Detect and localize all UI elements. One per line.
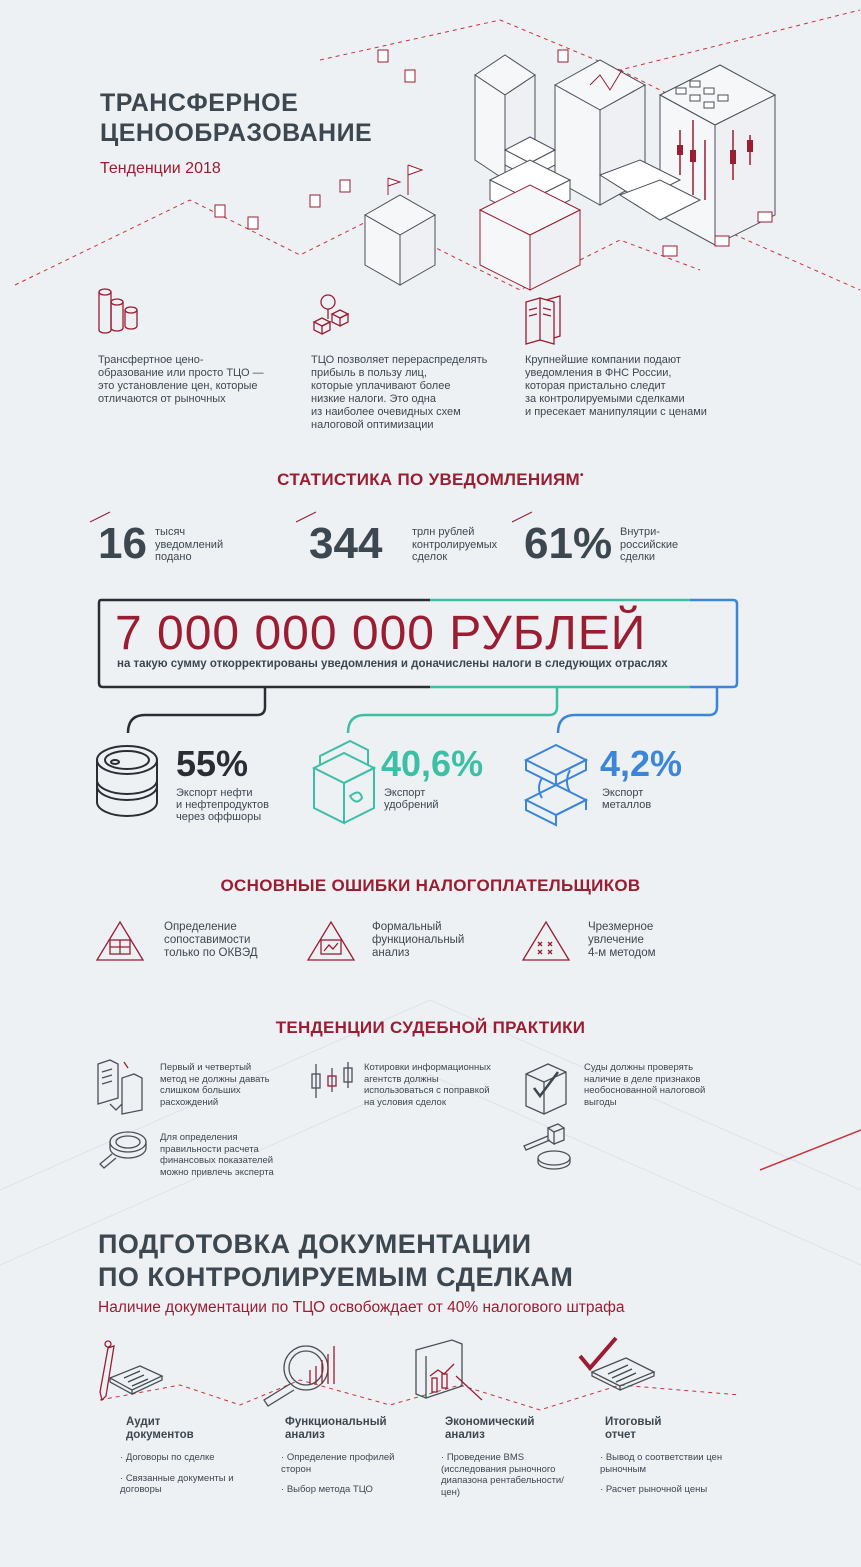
intro-text-line: прибыль в пользу лиц, bbox=[311, 367, 427, 379]
step-bullet: · Расчет рыночной цены bbox=[600, 1484, 735, 1496]
intro-text-line: налоговой оптимизации bbox=[311, 419, 434, 431]
intro-text-line: Крупнейшие компании подают bbox=[525, 354, 681, 366]
city-illustration bbox=[0, 0, 861, 300]
sector-label-line: Экспорт bbox=[384, 787, 426, 799]
intro-text-line: за контролируемыми сделками bbox=[525, 393, 685, 405]
sector-label-line: через оффшоры bbox=[176, 811, 262, 823]
court-text-line: можно привлечь эксперта bbox=[160, 1166, 274, 1178]
court-text-line: Первый и четвертый bbox=[160, 1062, 252, 1073]
pen-tablet-icon bbox=[96, 1340, 166, 1410]
magnifier-chart-icon bbox=[258, 1340, 338, 1410]
error-text-line: только по ОКВЭД bbox=[164, 947, 258, 959]
court-text-line: наличие в деле признаков bbox=[584, 1073, 701, 1085]
errors-heading: ОСНОВНЫЕ ОШИБКИ НАЛОГОПЛАТЕЛЬЩИКОВ bbox=[220, 876, 641, 895]
intro-text-line: и пресекает манипуляции с ценами bbox=[525, 406, 707, 418]
fertilizer-bag-icon bbox=[310, 738, 380, 818]
total-caption: на такую сумму откорректированы уведомления и доначислены налоги в следующих отраслях bbox=[117, 658, 668, 670]
warning-chart-icon bbox=[307, 920, 357, 964]
intro-text-line: Трансфертное цено- bbox=[98, 354, 204, 366]
step-bullet: · Определение профилей сторон bbox=[281, 1452, 411, 1475]
doc-title-line2: ПО КОНТРОЛИРУЕМЫМ СДЕЛКАМ bbox=[98, 1262, 574, 1292]
page-title-line2: ЦЕНООБРАЗОВАНИЕ bbox=[100, 119, 373, 147]
stat-label-line: Внутри- bbox=[620, 526, 660, 538]
error-text-line: анализ bbox=[372, 947, 410, 959]
stat-label-line: контролируемых bbox=[412, 538, 498, 551]
sector-value: 40,6% bbox=[381, 743, 484, 784]
hierarchy-icon bbox=[310, 292, 360, 342]
error-text-line: Чрезмерное bbox=[588, 921, 654, 933]
stat-label-line: сделок bbox=[412, 551, 448, 563]
presentation-board-icon bbox=[412, 1336, 492, 1406]
sector-label-line: металлов bbox=[602, 799, 652, 811]
stat-label-line: подано bbox=[155, 551, 192, 563]
error-text-line: 4-м методом bbox=[588, 947, 656, 959]
total-amount: 7 000 000 000 РУБЛЕЙ bbox=[115, 607, 647, 660]
court-text-line: слишком больших bbox=[160, 1085, 241, 1096]
cylinders-icon bbox=[97, 288, 147, 338]
step-bullets bbox=[441, 1452, 576, 1507]
error-text-line: сопоставимости bbox=[164, 934, 251, 946]
metal-beam-icon bbox=[522, 740, 592, 820]
stat-value: 16 bbox=[98, 519, 147, 568]
step-title-line: Экономический bbox=[445, 1416, 535, 1428]
step-bullet: · Связанные документы и договоры bbox=[120, 1473, 260, 1496]
court-text-line: метод не должны давать bbox=[160, 1073, 270, 1085]
step-bullets bbox=[281, 1452, 411, 1505]
documents-exchange-icon bbox=[96, 1058, 146, 1113]
sector-value: 55% bbox=[176, 743, 249, 784]
step-bullet: · Проведение BMS (исследования рыночного диапазона рентабельности/цен) bbox=[441, 1452, 576, 1498]
intro-text-line: уведомления в ФНС России, bbox=[525, 367, 672, 379]
error-text-line: увлечение bbox=[588, 934, 644, 946]
oil-barrel-icon bbox=[95, 742, 165, 822]
court-text-line: финансовых показателей bbox=[160, 1155, 274, 1166]
candlestick-icon bbox=[308, 1062, 358, 1102]
checkbox-icon bbox=[522, 1060, 572, 1115]
stat-label-line: уведомлений bbox=[155, 538, 224, 551]
step-title-line: Аудит bbox=[126, 1416, 161, 1428]
sector-label-line: Экспорт нефти bbox=[176, 787, 253, 799]
sector-label-line: удобрений bbox=[384, 799, 439, 811]
stat-label-line: тысяч bbox=[155, 526, 186, 538]
court-text-line: правильности расчета bbox=[160, 1143, 259, 1155]
stat-value: 344 bbox=[309, 519, 383, 568]
step-bullets bbox=[600, 1452, 735, 1505]
intro-text-line: из наиболее очевидных схем bbox=[311, 406, 461, 418]
stat-label-line: трлн рублей bbox=[412, 526, 475, 538]
step-bullet: · Выбор метода ТЦО bbox=[281, 1484, 411, 1496]
intro-text-line: ТЦО позволяет перераспределять bbox=[311, 354, 488, 366]
step-bullets bbox=[120, 1452, 260, 1505]
error-text-line: Формальный bbox=[372, 921, 442, 933]
magnifier-icon bbox=[96, 1128, 156, 1173]
step-title-line: отчет bbox=[605, 1429, 636, 1441]
step-title-line: документов bbox=[126, 1429, 194, 1441]
court-text-line: выгоды bbox=[584, 1096, 617, 1108]
step-title-line: анализ bbox=[285, 1429, 325, 1441]
warning-table-icon bbox=[96, 920, 146, 964]
step-title-line: Функциональный bbox=[285, 1416, 387, 1428]
court-text-line: использоваться с поправкой bbox=[364, 1085, 490, 1096]
page-subtitle: Тенденции 2018 bbox=[100, 160, 221, 177]
court-text-line: агентств должны bbox=[364, 1073, 439, 1085]
stat-value: 61% bbox=[524, 519, 613, 568]
gavel-icon bbox=[518, 1118, 578, 1173]
sector-label-line: и нефтепродуктов bbox=[176, 799, 269, 811]
step-title-line: анализ bbox=[445, 1429, 485, 1441]
intro-text-line: образование или просто ТЦО — bbox=[98, 367, 264, 379]
stat-label-line: российские bbox=[620, 538, 679, 551]
error-text-line: Определение bbox=[164, 921, 237, 933]
stat-label-line: сделки bbox=[620, 551, 656, 563]
court-text-line: на условия сделок bbox=[364, 1096, 446, 1108]
court-text-line: необоснованной налоговой bbox=[584, 1085, 706, 1096]
page-title-line1: ТРАНСФЕРНОЕ bbox=[100, 89, 299, 117]
intro-text-line: это установление цен, которые bbox=[98, 380, 258, 392]
court-text-line: Суды должны проверять bbox=[584, 1062, 694, 1073]
intro-text-line: отличаются от рыночных bbox=[98, 393, 226, 405]
documents-icon bbox=[524, 296, 574, 346]
step-bullet: · Вывод о соответствии цен рыночным bbox=[600, 1452, 735, 1475]
doc-title-line1: ПОДГОТОВКА ДОКУМЕНТАЦИИ bbox=[98, 1229, 532, 1259]
court-text-line: Для определения bbox=[160, 1132, 238, 1143]
court-text-line: расхождений bbox=[160, 1096, 219, 1108]
intro-text-line: которые уплачивают более bbox=[311, 380, 451, 392]
warning-grid-icon bbox=[522, 920, 572, 964]
stats-heading: СТАТИСТИКА ПО УВЕДОМЛЕНИЯМ• bbox=[277, 470, 584, 489]
step-title-line: Итоговый bbox=[605, 1416, 662, 1428]
sector-value: 4,2% bbox=[600, 743, 683, 784]
intro-text-line: которая пристально следит bbox=[525, 380, 666, 392]
court-heading: ТЕНДЕНЦИИ СУДЕБНОЙ ПРАКТИКИ bbox=[275, 1018, 586, 1037]
doc-subtitle: Наличие документации по ТЦО освобождает от 40% налогового штрафа bbox=[98, 1299, 625, 1316]
error-text-line: функциональный bbox=[372, 934, 465, 946]
intro-text-line: низкие налоги. Это одна bbox=[311, 393, 436, 405]
step-bullet: · Договоры по сделке bbox=[120, 1452, 260, 1464]
sector-label-line: Экспорт bbox=[602, 787, 644, 799]
check-tablet-icon bbox=[578, 1336, 658, 1406]
court-text-line: Котировки информационных bbox=[364, 1062, 491, 1073]
